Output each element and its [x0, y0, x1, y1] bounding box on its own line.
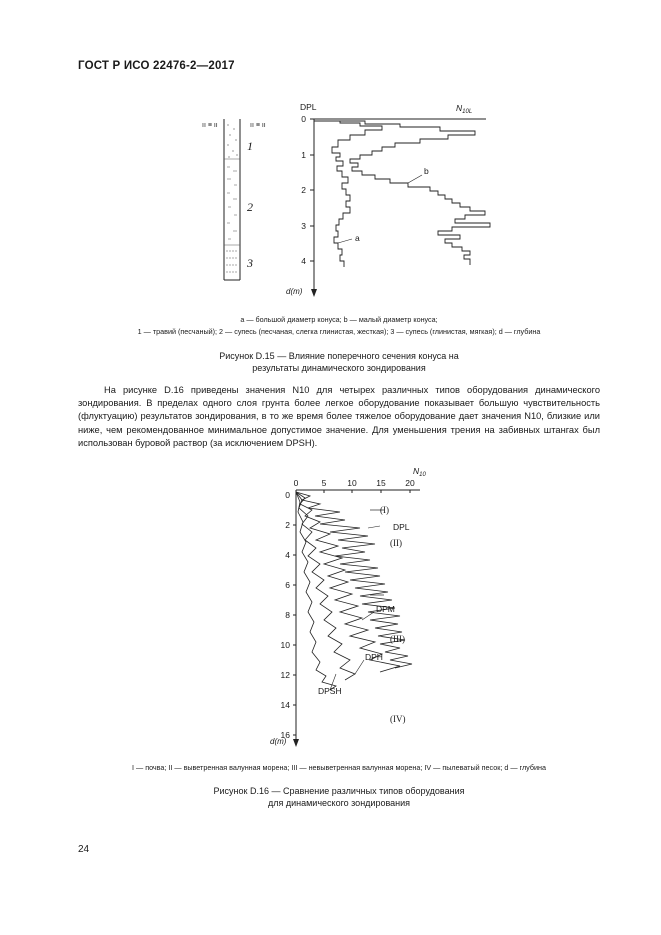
svg-text:12: 12 — [280, 670, 290, 680]
figure-d15-caption-line2: результаты динамического зондирования — [252, 363, 426, 373]
gravel-texture — [227, 124, 237, 157]
svg-text:ıı ≡ ıı: ıı ≡ ıı — [250, 122, 266, 129]
svg-text:2: 2 — [285, 520, 290, 530]
zone-label-ii: (II) — [390, 538, 402, 548]
figure-d16-caption-line2: для динамического зондирования — [267, 798, 411, 808]
y-tick-labels — [301, 114, 306, 266]
svg-text:5: 5 — [321, 478, 327, 488]
series-dph — [296, 492, 355, 680]
leader-a — [338, 239, 352, 243]
label-n10l: $N_{10L}$ — [456, 103, 473, 115]
label-dpl: DPL — [300, 102, 317, 112]
figure-d15-caption-line1: Рисунок D.15 — Влияние поперечного сечения конуса на — [219, 351, 459, 361]
svg-text:4: 4 — [301, 256, 306, 266]
curve-b — [314, 121, 490, 265]
svg-text:10: 10 — [347, 478, 357, 488]
figure-d15-chart — [190, 95, 510, 300]
curve-a — [314, 121, 382, 267]
y-ticks — [310, 119, 314, 261]
svg-text:0: 0 — [285, 490, 290, 500]
svg-text:ıı ≡ ıı: ıı ≡ ıı — [202, 122, 218, 129]
soil-column — [202, 119, 266, 280]
body-paragraph — [78, 384, 600, 450]
leader-dpl — [368, 526, 380, 528]
label-dpsh: DPSH — [318, 686, 342, 696]
svg-text:4: 4 — [285, 550, 290, 560]
sandy-loam-texture — [227, 167, 237, 239]
label-dpm: DPM — [376, 604, 395, 614]
svg-text:16: 16 — [280, 730, 290, 740]
curve-label-b: b — [424, 166, 429, 176]
figure-d16-caption-line1: Рисунок D.16 — Сравнение различных типов оборудования — [213, 786, 465, 796]
x-tick-labels — [294, 478, 415, 488]
paragraph-text: На рисунке D.16 приведены значения N10 для четырех различных типов оборудования динамического зондирования. В пределах одного слоя грунта более легкое оборудование показывает большую чувствительность (флуктуацию) результатов зондирования, в то же время более тяжелое оборудование дает значения N10, близкие или ниже, чем рекомендованное минимальное допустимое значение. Для уменьшения трения на забивных штангах был использован буровой раствор (за исключением DPSH). — [78, 385, 600, 448]
zone-label-iii: (III) — [390, 634, 405, 644]
page-number: 24 — [78, 844, 90, 855]
leader-dpm — [362, 612, 374, 620]
zone-label-iv: (IV) — [390, 714, 406, 724]
layer-label-1: 1 — [247, 139, 253, 153]
svg-text:3: 3 — [301, 221, 306, 231]
y-tick-labels — [281, 490, 291, 740]
zone-label-i: (I) — [380, 505, 389, 515]
svg-text:6: 6 — [285, 580, 290, 590]
svg-text:15: 15 — [376, 478, 386, 488]
label-dpl: DPL — [393, 522, 410, 532]
clayey-loam-texture — [226, 251, 238, 272]
svg-text:2: 2 — [301, 185, 306, 195]
svg-text:14: 14 — [280, 700, 290, 710]
y-axis-arrow — [311, 289, 317, 297]
svg-text:8: 8 — [285, 610, 290, 620]
y-axis-arrow — [293, 739, 299, 747]
svg-text:0: 0 — [293, 478, 299, 488]
figure-d15-legend-line2: 1 — травий (песчаный); 2 — супесь (песчаная, слегка глинистая, жесткая); 3 — супесь (глинистая, мягкая); d — глубина — [137, 327, 541, 336]
layer-label-3: 3 — [247, 256, 253, 270]
figure-d15-legend-line1: a — большой диаметр конуса; b — малый диаметр конуса; — [240, 315, 438, 324]
figure-d16-chart — [250, 460, 440, 750]
document-header: ГОСТ Р ИСО 22476-2—2017 — [78, 60, 235, 72]
svg-text:0: 0 — [301, 114, 306, 124]
layer-label-2: 2 — [247, 200, 253, 214]
svg-text:10: 10 — [280, 640, 290, 650]
label-dph: DPH — [365, 652, 383, 662]
y-axis-label: d(m) — [286, 287, 303, 296]
series-dpsh — [296, 492, 336, 690]
leader-dph — [355, 660, 364, 674]
svg-text:20: 20 — [405, 478, 415, 488]
label-n10: $N_{10}$ — [413, 466, 426, 478]
y-axis-label: d(m) — [270, 737, 287, 746]
svg-text:1: 1 — [301, 150, 306, 160]
leader-b — [408, 175, 422, 183]
figure-d16-legend: I — почва; II — выветренная валунная морена; III — невыветренная валунная морена; IV — пылеватый песок; d — глубина — [132, 763, 546, 772]
curve-label-a: a — [355, 233, 360, 243]
